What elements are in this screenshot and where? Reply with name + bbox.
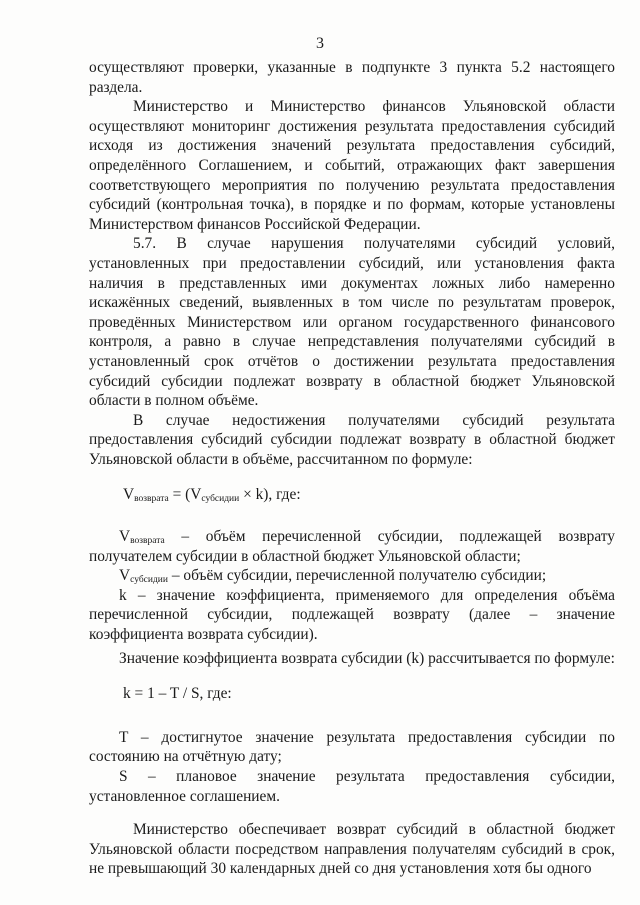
document-body	[89, 58, 615, 879]
paragraph-3: 5.7. В случае нарушения получателями субсидий условий, установленных при предоставлении субсидий, или установления факта наличия в представленных ими документах ложных либо намеренно искажённых сведений, выявленных в том числе по результатам проверок, проведённых Министерством или органом государственного финансового контроля, а равно в случае непредставления получателями субсидий в установленный срок отчётов о достижении результата предоставления субсидий субсидии подлежат возврату в областной бюджет Ульяновской области в полном объёме.	[89, 235, 615, 410]
definition-t: T – достигнутое значение результата предоставления субсидии по состоянию на отчётную дату;	[89, 728, 615, 766]
formula-v: V	[123, 486, 135, 504]
paragraph-5: Значение коэффициента возврата субсидии (k) рассчитывается по формуле:	[119, 649, 615, 667]
formula-coefficient: k = 1 – T / S, где:	[123, 685, 232, 703]
def-sub-subsidy: субсидии	[130, 575, 168, 586]
formula-eq: = (V	[168, 486, 202, 504]
page-number: 3	[316, 35, 324, 52]
def-sub-return: возврата	[130, 536, 165, 547]
paragraph-4: В случае недостижения получателями субсидий результата предоставления субсидий субсидии подлежат возврату в областной бюджет Ульяновской области в объёме, рассчитанном по формуле:	[89, 411, 615, 468]
def-text-return: – объём перечисленной субсидии, подлежащей возврату получателем субсидии в областной бюджет Ульяновской области;	[89, 528, 615, 565]
formula-sub-subsidy: субсидии	[201, 494, 240, 505]
definition-v-return	[89, 527, 615, 566]
def-v2: V	[119, 567, 131, 585]
definition-s: S – плановое значение результата предоставления субсидии, установленное соглашением.	[89, 768, 615, 805]
paragraph-2: Министерство и Министерство финансов Ульяновской области осуществляют мониторинг достижения результата предоставления субсидий исходя из достижения значений результата предоставления субсидий, определённого Соглашением, и событий, отражающих факт завершения соответствующего мероприятия по получению результата предоставления субсидий (контрольная точка), в порядке и по формам, которые установлены Министерством финансов Российской Федерации.	[89, 98, 615, 233]
formula-tail: × k), где:	[239, 486, 301, 504]
formula-sub-return: возврата	[134, 494, 169, 505]
definition-k: k – значение коэффициента, применяемого для определения объёма перечисленной субсидии, подлежащей возврату (далее – значение коэффициента возврата субсидии).	[89, 586, 615, 644]
definition-v-subsidy	[89, 566, 615, 586]
def-v: V	[119, 528, 131, 546]
paragraph-1: осуществляют проверки, указанные в подпункте 3 пункта 5.2 настоящего раздела.	[89, 59, 615, 96]
paragraph-6: Министерство обеспечивает возврат субсидий в областной бюджет Ульяновской области посредством направления получателям субсидий в срок, не превышающий 30 календарных дней со дня установления хотя бы одного	[89, 821, 615, 878]
formula-return-volume	[123, 485, 615, 505]
def-text-subsidy: – объём субсидии, перечисленной получателю субсидии;	[167, 567, 547, 585]
